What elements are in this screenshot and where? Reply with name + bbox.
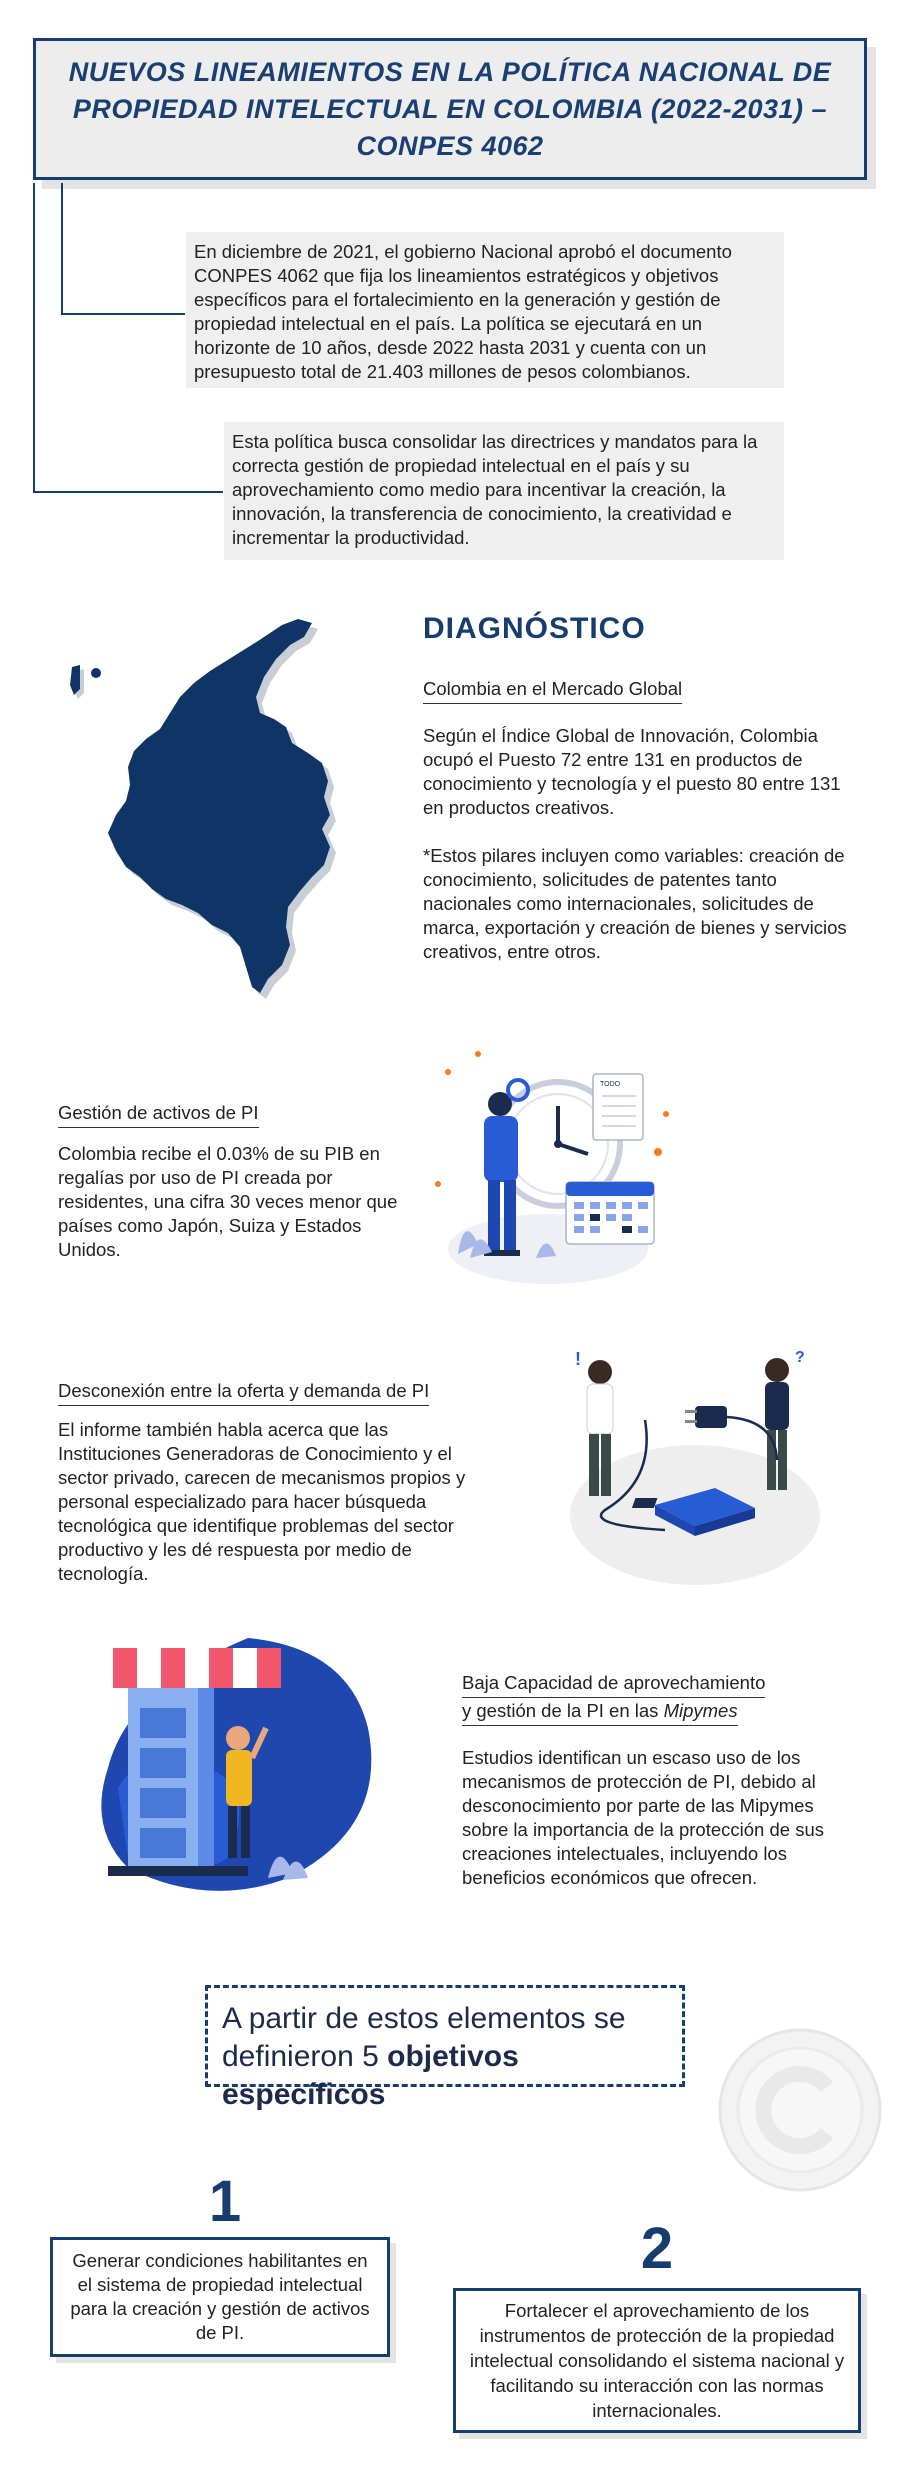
mercado-text: Según el Índice Global de Innovación, Colombia ocupó el Puesto 72 entre 131 en productos de conocimiento y tecnología y el puesto 80 entre 131 en productos creativos.: [423, 725, 841, 818]
gestion-text: Colombia recibe el 0.03% de su PIB en regalías por uso de PI creada por residentes, una cifra 30 veces menor que países como Japón, Suiza y Estados Unidos.: [58, 1143, 398, 1260]
mipymes-text: Estudios identifican un escaso uso de los mecanismos de protección de PI, debido al desconocimiento por parte de las Mipymes sobre la importancia de la protección de sus creaciones intelectuales, incluyendo los beneficios económicos que ofrecen.: [462, 1747, 824, 1888]
desconexion-subtitle: Desconexión entre la oferta y demanda de PI: [58, 1380, 429, 1406]
intro-paragraph-1: En diciembre de 2021, el gobierno Nacional aprobó el documento CONPES 4062 que fija los lineamientos estratégicos y objetivos específicos para el fortalecimiento en la generación y gestión de propiedad intelectual en el país. La política se ejecutará en un horizonte de 10 años, desde 2022 hasta 2031 y cuenta con un presupuesto total de 21.403 millones de pesos colombianos.: [186, 232, 784, 388]
copyright-icon: [715, 2025, 885, 2195]
title-box: [33, 38, 867, 180]
page-title: NUEVOS LINEAMIENTOS EN LA POLÍTICA NACIONAL DE PROPIEDAD INTELECTUAL EN COLOMBIA (2022-2031) – CONPES 4062: [68, 56, 832, 161]
mipymes-subtitle-line1: Baja Capacidad de aprovechamiento: [462, 1672, 765, 1698]
mercado-note: *Estos pilares incluyen como variables: creación de conocimiento, solicitudes de patentes tanto nacionales como internacionales, solicitudes de marca, exportación y creación de bienes y servicios creativos, entre otros.: [423, 845, 847, 962]
plug-disconnect-illustration: [545, 1340, 835, 1595]
gestion-subtitle: Gestión de activos de PI: [58, 1102, 259, 1128]
connector-line: [33, 491, 223, 493]
diagnostico-title: DIAGNÓSTICO: [423, 612, 646, 645]
mipymes-subtitle-line2: y gestión de la PI en las Mipymes: [462, 1700, 738, 1726]
connector-line: [61, 183, 63, 315]
objective-2-text: Fortalecer el aprovechamiento de los instrumentos de protección de la propiedad intelectual consolidando el sistema nacional y facilitando su interacción con las normas internacionales.: [469, 2300, 845, 2421]
connector-line: [33, 183, 35, 493]
desconexion-text: El informe también habla acerca que las Instituciones Generadoras de Conocimiento y el sector privado, carecen de mecanismos propios y personal especializado para hacer búsqueda tecnológica que identifique problemas del sector productivo y les dé respuesta por medio de tecnología.: [58, 1419, 466, 1584]
objetivos-line1: A partir de estos elementos se: [222, 2002, 626, 2035]
svg-text:!: !: [575, 1349, 581, 1369]
objective-2-number: 2: [640, 2216, 674, 2281]
objective-1-box: [50, 2237, 390, 2357]
objetivos-callout: [205, 1985, 685, 2111]
calendar-clock-illustration: [418, 1044, 688, 1294]
objective-1-text: Generar condiciones habilitantes en el sistema de propiedad intelectual para la creación y gestión de activos de PI.: [70, 2250, 370, 2343]
objective-2-box: [453, 2288, 861, 2433]
connector-line: [61, 313, 185, 315]
mercado-subtitle: Colombia en el Mercado Global: [423, 678, 682, 704]
shop-vendor-illustration: [88, 1628, 388, 1908]
objetivos-line2: definieron 5 objetivos específicos: [222, 2040, 519, 2111]
colombia-map: [60, 615, 380, 1000]
intro-paragraph-2: Esta política busca consolidar las directrices y mandatos para la correcta gestión de propiedad intelectual en el país y su aprovechamiento como medio para incentivar la creación, la innovación, la transferencia de conocimiento, la creatividad e incrementar la productividad.: [224, 422, 784, 560]
svg-text:?: ?: [795, 1349, 805, 1366]
objective-1-number: 1: [208, 2169, 242, 2234]
todo-label: TODO: [600, 1081, 621, 1088]
